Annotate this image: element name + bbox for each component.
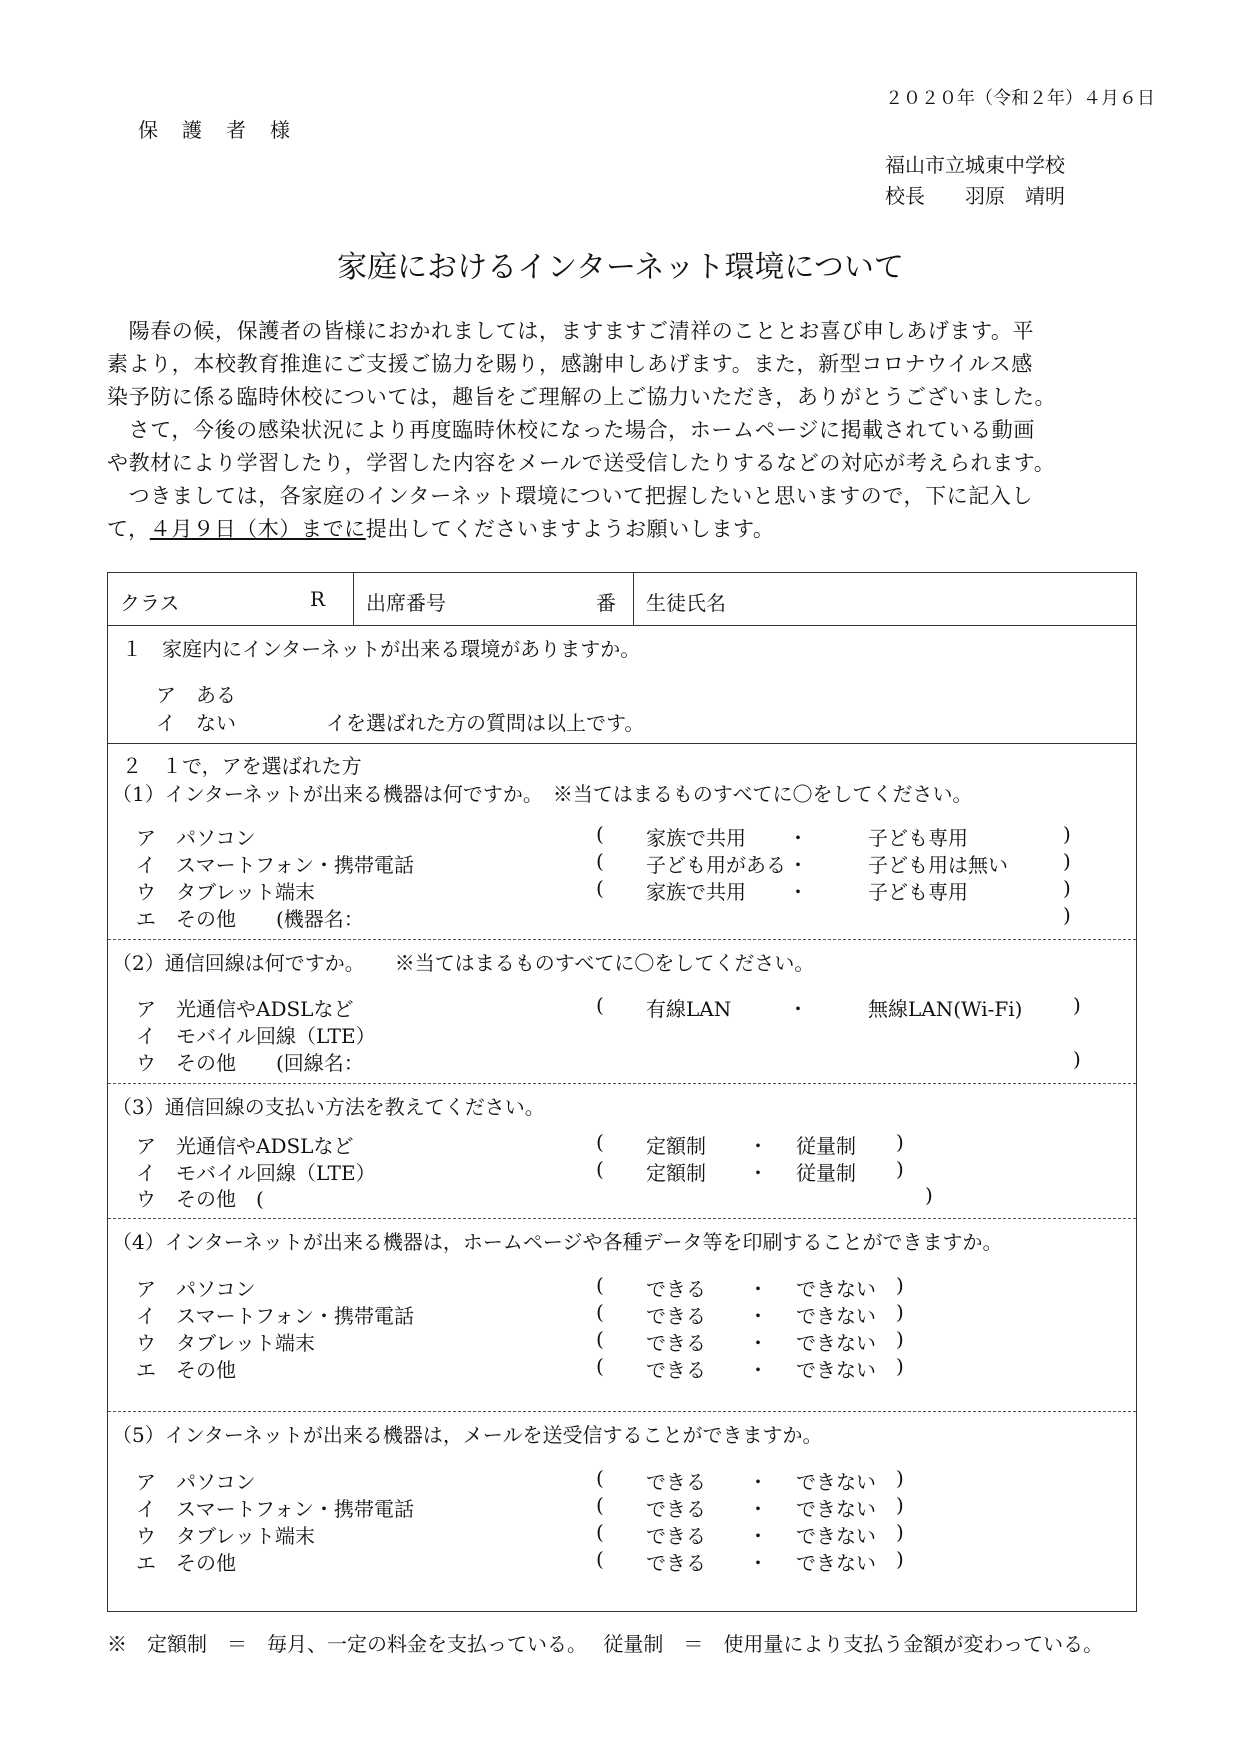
choice-option[interactable]: 定額制	[646, 1134, 706, 1158]
open-paren: (	[596, 993, 604, 1017]
option-label: イ モバイル回線（LTE）	[136, 1161, 376, 1185]
choice-option[interactable]: できる	[646, 1304, 706, 1328]
choice-option[interactable]: 子ども用は無い	[868, 853, 1008, 877]
separator-dot: ・	[748, 1551, 768, 1575]
separator-dot: ・	[748, 1304, 768, 1328]
choice-option[interactable]: できない	[796, 1497, 876, 1521]
open-paren: (	[596, 1466, 604, 1490]
document-date: ２０２０年（令和２年）４月６日	[885, 88, 1155, 109]
s2-other-label: ウ その他 (回線名：	[136, 1051, 364, 1075]
body-last-pre: て，	[107, 517, 150, 541]
s1-other-label: エ その他 (機器名：	[136, 907, 364, 931]
divider	[353, 573, 354, 625]
choice-option[interactable]: 従量制	[796, 1134, 856, 1158]
divider	[108, 625, 1136, 626]
option-label: ア パソコン	[136, 1470, 256, 1494]
option-label: ウ タブレット端末	[136, 1331, 315, 1355]
divider	[108, 1083, 1136, 1084]
close-paren: )	[896, 1466, 904, 1490]
open-paren: (	[596, 1520, 604, 1544]
deadline-text: ４月９日（木）までに	[149, 517, 366, 541]
close-paren: )	[1073, 993, 1081, 1017]
s3-question: （3）通信回線の支払い方法を教えてください。	[112, 1095, 545, 1119]
s1-question: （1）インターネットが出来る機器は何ですか。 ※当てはまるものすべてに〇をしてください。	[112, 782, 973, 806]
s3-other-input[interactable]	[258, 1179, 808, 1209]
divider	[108, 939, 1136, 940]
seat-number-label: 出席番号	[366, 591, 446, 615]
s4-question: （4）インターネットが出来る機器は，ホームページや各種データ等を印刷することができますか。	[112, 1230, 1003, 1254]
s3-other-close: )	[925, 1183, 933, 1207]
document-title: 家庭におけるインターネット環境について	[337, 250, 904, 285]
s2-question: （2）通信回線は何ですか。 ※当てはまるものすべてに〇をしてください。	[112, 951, 815, 975]
q2-heading: ２ １で，アを選ばれた方	[122, 754, 362, 778]
recipient: 保 護 者 様	[138, 118, 292, 142]
choice-option[interactable]: できる	[646, 1524, 706, 1548]
footnote: ※ 定額制 ＝ 毎月、一定の料金を支払っている。 従量制 ＝ 使用量により支払う金額が変わっている。	[107, 1632, 1104, 1656]
option-label: ア パソコン	[136, 826, 256, 850]
close-paren: )	[896, 1157, 904, 1181]
option-label: イ スマートフォン・携帯電話	[136, 853, 414, 877]
separator-dot: ・	[748, 1161, 768, 1185]
option-label: エ その他	[136, 1551, 236, 1575]
separator-dot: ・	[748, 1470, 768, 1494]
choice-option[interactable]: できない	[796, 1304, 876, 1328]
choice-option[interactable]: できない	[796, 1470, 876, 1494]
option-label: ウ タブレット端末	[136, 1524, 315, 1548]
close-paren: )	[1063, 822, 1071, 846]
choice-option[interactable]: できる	[646, 1331, 706, 1355]
option-label: エ その他	[136, 1358, 236, 1382]
open-paren: (	[596, 1354, 604, 1378]
divider	[633, 573, 634, 625]
school-name: 福山市立城東中学校	[885, 153, 1065, 177]
separator-dot: ・	[748, 1524, 768, 1548]
close-paren: )	[896, 1354, 904, 1378]
choice-option[interactable]: できる	[646, 1358, 706, 1382]
separator-dot: ・	[788, 997, 808, 1021]
choice-option[interactable]: できない	[796, 1551, 876, 1575]
body-last-post: 提出してくださいますようお願いします。	[365, 517, 775, 541]
separator-dot: ・	[748, 1331, 768, 1355]
s2-other-close: )	[1073, 1047, 1081, 1071]
divider	[108, 1218, 1136, 1219]
separator-dot: ・	[788, 880, 808, 904]
choice-option[interactable]: 従量制	[796, 1161, 856, 1185]
principal-name: 校長 羽原 靖明	[885, 184, 1065, 208]
divider	[108, 1411, 1136, 1412]
separator-dot: ・	[748, 1358, 768, 1382]
choice-option[interactable]: できない	[796, 1358, 876, 1382]
choice-option[interactable]: できない	[796, 1524, 876, 1548]
body-last-line	[107, 513, 775, 546]
open-paren: (	[596, 876, 604, 900]
choice-option[interactable]: できる	[646, 1551, 706, 1575]
body-line: 陽春の候，保護者の皆様におかれましては，ますますご清祥のこととお喜び申しあげます。平	[107, 319, 1035, 343]
close-paren: )	[896, 1300, 904, 1324]
choice-option[interactable]: 子ども専用	[868, 880, 968, 904]
survey-form	[107, 572, 1137, 1612]
body-line: 染予防に係る臨時休校については，趣旨をご理解の上ご協力いただき，ありがとうございました。	[107, 385, 1057, 409]
choice-option[interactable]: 家族で共用	[646, 880, 746, 904]
option-label: イ スマートフォン・携帯電話	[136, 1497, 414, 1521]
separator-dot: ・	[788, 853, 808, 877]
open-paren: (	[596, 1547, 604, 1571]
body-line: や教材により学習したり，学習した内容をメールで送受信したりするなどの対応が考えられます。	[107, 451, 1056, 475]
option-label: ア パソコン	[136, 1277, 256, 1301]
close-paren: )	[1063, 849, 1071, 873]
choice-option[interactable]: できない	[796, 1331, 876, 1355]
choice-option[interactable]: できる	[646, 1277, 706, 1301]
open-paren: (	[596, 822, 604, 846]
open-paren: (	[596, 1327, 604, 1351]
close-paren: )	[896, 1520, 904, 1544]
q1-option-i[interactable]: イ ない	[156, 711, 236, 735]
choice-option[interactable]: 子ども用がある	[646, 853, 786, 877]
separator-dot: ・	[748, 1497, 768, 1521]
close-paren: )	[1063, 876, 1071, 900]
s1-other-input[interactable]	[358, 899, 958, 929]
s2-row-i-label[interactable]: イ モバイル回線（LTE）	[136, 1024, 376, 1048]
choice-option[interactable]: 子ども専用	[868, 826, 968, 850]
q1-note: イを選ばれた方の質問は以上です。	[326, 711, 645, 735]
close-paren: )	[896, 1273, 904, 1297]
separator-dot: ・	[788, 826, 808, 850]
choice-option[interactable]: できない	[796, 1277, 876, 1301]
seat-number-suffix[interactable]: 番	[596, 591, 616, 615]
body-line: つきましては，各家庭のインターネット環境について把握したいと思いますので，下に記入し	[107, 484, 1034, 508]
open-paren: (	[596, 1157, 604, 1181]
q1-question: １ 家庭内にインターネットが出来る環境がありますか。	[122, 637, 641, 661]
class-label: クラス	[120, 591, 180, 615]
body-line: さて，今後の感染状況により再度臨時休校になった場合，ホームページに掲載されている動画	[107, 418, 1035, 442]
choice-option[interactable]: 定額制	[646, 1161, 706, 1185]
open-paren: (	[596, 849, 604, 873]
separator-dot: ・	[748, 1134, 768, 1158]
option-label: ウ タブレット端末	[136, 880, 315, 904]
open-paren: (	[596, 1300, 604, 1324]
choice-option[interactable]: できる	[646, 1497, 706, 1521]
s2-wireless-lan-option[interactable]: 無線LAN(Wi-Fi)	[868, 997, 1023, 1021]
option-label: イ スマートフォン・携帯電話	[136, 1304, 414, 1328]
s1-other-close: )	[1063, 903, 1071, 927]
s2-wired-lan-option[interactable]: 有線LAN	[646, 997, 732, 1021]
separator-dot: ・	[748, 1277, 768, 1301]
s5-question: （5）インターネットが出来る機器は，メールを送受信することができますか。	[112, 1423, 823, 1447]
divider	[108, 743, 1136, 744]
choice-option[interactable]: 家族で共用	[646, 826, 746, 850]
q1-option-a[interactable]: ア ある	[156, 683, 236, 707]
body-line: 素より，本校教育推進にご支援ご協力を賜り，感謝申しあげます。また，新型コロナウイルス感	[107, 352, 1033, 376]
close-paren: )	[896, 1327, 904, 1351]
s2-row-a-label: ア 光通信やADSLなど	[136, 997, 354, 1021]
student-name-field[interactable]	[733, 581, 1128, 617]
student-name-label: 生徒氏名	[646, 591, 726, 615]
open-paren: (	[596, 1273, 604, 1297]
open-paren: (	[596, 1493, 604, 1517]
open-paren: (	[596, 1130, 604, 1154]
s2-other-input[interactable]	[358, 1043, 958, 1073]
close-paren: )	[896, 1130, 904, 1154]
close-paren: )	[896, 1547, 904, 1571]
option-label: ア 光通信やADSLなど	[136, 1134, 354, 1158]
choice-option[interactable]: できる	[646, 1470, 706, 1494]
class-suffix[interactable]: R	[310, 587, 326, 611]
s3-other-label: ウ その他 (	[136, 1187, 264, 1211]
close-paren: )	[896, 1493, 904, 1517]
